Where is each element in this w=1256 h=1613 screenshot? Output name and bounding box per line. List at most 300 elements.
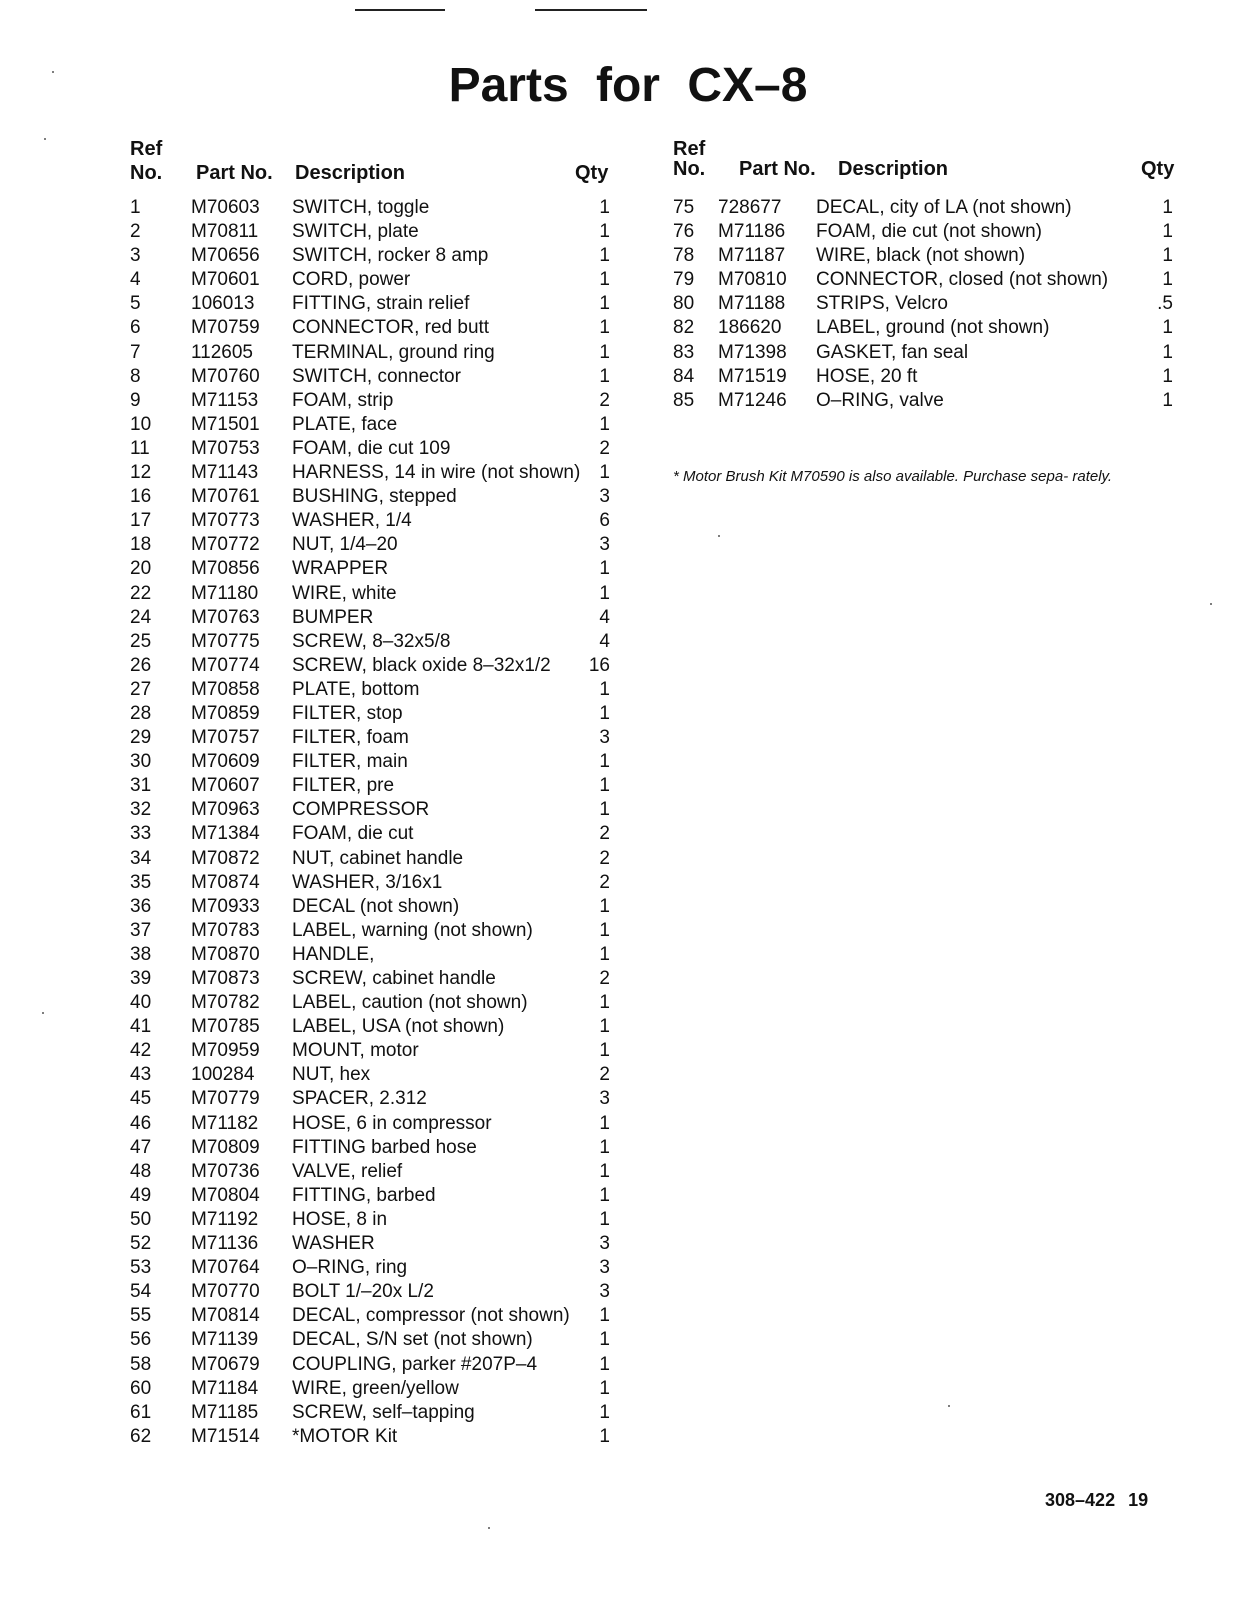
part-header: Part No. [196, 162, 273, 184]
ref-cell: 80 [673, 293, 695, 315]
description-cell: LABEL, caution (not shown) [292, 992, 528, 1014]
description-cell: STRIPS, Velcro [816, 293, 948, 315]
part-number-cell: M70774 [191, 654, 260, 676]
description-cell: DECAL, S/N set (not shown) [292, 1329, 533, 1351]
qty-cell: 4 [599, 606, 610, 628]
description-cell: PLATE, bottom [292, 678, 420, 700]
description-cell: TERMINAL, ground ring [292, 341, 495, 363]
part-number-cell: M71184 [191, 1377, 259, 1399]
qty-cell: 1 [1162, 317, 1173, 339]
description-cell: WASHER [292, 1233, 375, 1255]
qty-header: Qty [575, 162, 609, 184]
description-cell: WIRE, white [292, 582, 397, 604]
ref-cell: 26 [130, 654, 152, 676]
desc-header: Description [838, 158, 949, 180]
qty-cell: 3 [599, 486, 610, 508]
qty-cell: 2 [599, 847, 610, 869]
table-row [130, 268, 630, 292]
description-cell: FILTER, pre [292, 775, 395, 797]
qty-cell: 1 [1162, 341, 1173, 363]
qty-cell: 3 [599, 727, 610, 749]
ref-cell: 45 [130, 1088, 152, 1110]
table-row [673, 316, 1173, 340]
table-row [130, 1208, 630, 1232]
part-number-cell: M70753 [191, 437, 260, 459]
ref-cell: 30 [130, 751, 152, 773]
description-cell: WIRE, green/yellow [292, 1377, 459, 1399]
qty-cell: 1 [1162, 197, 1173, 218]
part-number-cell: M70872 [191, 847, 260, 869]
table-row [130, 1256, 630, 1280]
table-row [130, 1015, 630, 1039]
part-number-cell: M71153 [191, 389, 259, 411]
part-number-cell: M70870 [191, 943, 260, 965]
qty-cell: 6 [599, 510, 610, 532]
qty-cell: 3 [599, 1233, 610, 1255]
part-number-cell: M70856 [191, 558, 260, 580]
table-row [130, 1304, 630, 1328]
table-row [130, 919, 630, 943]
table-row [130, 847, 630, 871]
table-row [130, 1232, 630, 1256]
part-number-cell: M70607 [191, 775, 260, 797]
scan-speck [948, 1405, 950, 1407]
part-number-cell: M70679 [191, 1353, 260, 1375]
qty-cell: 1 [599, 1016, 610, 1038]
part-number-cell: M70804 [191, 1184, 260, 1206]
table-row [130, 1328, 630, 1352]
table-row [130, 1112, 630, 1136]
part-number-cell: M71246 [718, 389, 787, 411]
part-number-cell: 106013 [191, 293, 255, 315]
description-cell: HANDLE, [292, 943, 375, 965]
ref-cell: 29 [130, 727, 152, 749]
qty-cell: 1 [599, 245, 610, 267]
table-row [673, 341, 1173, 365]
description-cell: O–RING, valve [816, 389, 944, 411]
qty-cell: 2 [599, 389, 610, 411]
description-cell: GASKET, fan seal [816, 341, 969, 363]
part-number-cell: 186620 [718, 317, 782, 339]
qty-cell: 1 [599, 992, 610, 1014]
qty-cell: 1 [599, 197, 610, 218]
description-cell: MOUNT, motor [292, 1040, 419, 1062]
qty-cell: 3 [599, 1088, 610, 1110]
description-cell: *MOTOR Kit [292, 1425, 398, 1447]
part-number-cell: M70963 [191, 799, 260, 821]
table-row [130, 437, 630, 461]
table-row [130, 871, 630, 895]
table-row [130, 316, 630, 340]
motor-brush-note: * Motor Brush Kit M70590 is also available. Purchase sepa- rately. [673, 468, 1113, 485]
ref-cell: 38 [130, 943, 152, 965]
qty-cell: 1 [599, 702, 610, 724]
table-row [130, 991, 630, 1015]
ref-cell: 85 [673, 389, 695, 411]
table-row [130, 292, 630, 316]
table-row [673, 196, 1173, 220]
qty-cell: 1 [599, 1136, 610, 1158]
qty-cell: 1 [599, 413, 610, 435]
description-cell: DECAL, city of LA (not shown) [816, 197, 1072, 218]
qty-cell: 3 [599, 1257, 610, 1279]
scan-speck [718, 535, 720, 537]
table-row [130, 1136, 630, 1160]
description-cell: CONNECTOR, red butt [292, 317, 490, 339]
table-body [673, 196, 1173, 413]
description-cell: SWITCH, rocker 8 amp [292, 245, 489, 267]
ref-cell: 17 [130, 510, 152, 532]
qty-cell: 1 [599, 1112, 610, 1134]
part-number-cell: M70810 [718, 269, 787, 291]
qty-cell: 3 [599, 534, 610, 556]
part-number-cell: M70873 [191, 968, 260, 989]
table-row [130, 196, 630, 220]
qty-cell: 1 [599, 1160, 610, 1182]
description-cell: COMPRESSOR [292, 799, 430, 821]
ref-cell: 62 [130, 1425, 152, 1447]
part-number-cell: M70959 [191, 1040, 260, 1062]
scan-speck [52, 71, 54, 73]
ref-cell: 9 [130, 389, 141, 411]
desc-header: Description [295, 162, 406, 184]
part-number-cell: M70773 [191, 510, 260, 532]
ref-cell: 60 [130, 1377, 152, 1399]
table-row [130, 1353, 630, 1377]
table-row [130, 461, 630, 485]
part-number-cell: M70809 [191, 1136, 260, 1158]
ref-cell: 61 [130, 1401, 152, 1423]
ref-cell: 50 [130, 1208, 152, 1230]
ref-cell: 39 [130, 968, 152, 989]
table-row [130, 533, 630, 557]
ref-cell: 4 [130, 269, 141, 291]
description-cell: COUPLING, parker #207P–4 [292, 1353, 538, 1375]
part-number-cell: M70814 [191, 1305, 260, 1327]
qty-cell: 1 [1162, 269, 1173, 291]
table-row [130, 1401, 630, 1425]
part-number-cell: M70757 [191, 727, 260, 749]
scan-speck [42, 1012, 44, 1014]
table-row [130, 702, 630, 726]
ref-cell: 84 [673, 365, 695, 387]
description-cell: SWITCH, plate [292, 221, 419, 243]
part-number-cell: M71519 [718, 365, 787, 387]
qty-cell: 1 [599, 943, 610, 965]
qty-cell: 1 [599, 678, 610, 700]
top-rule-right [535, 9, 647, 11]
table-row [130, 365, 630, 389]
table-row [130, 774, 630, 798]
description-cell: LABEL, USA (not shown) [292, 1016, 505, 1038]
qty-cell: 1 [599, 269, 610, 291]
ref-cell: 2 [130, 221, 141, 243]
part-number-cell: M70736 [191, 1160, 260, 1182]
qty-cell: 1 [599, 1401, 610, 1423]
description-cell: O–RING, ring [292, 1257, 408, 1279]
table-row [130, 798, 630, 822]
table-row [130, 220, 630, 244]
qty-cell: 1 [599, 1208, 610, 1230]
part-header: Part No. [739, 158, 816, 180]
part-number-cell: M70779 [191, 1088, 260, 1110]
table-row [673, 365, 1173, 389]
description-cell: CONNECTOR, closed (not shown) [816, 269, 1109, 291]
table-row [673, 389, 1173, 413]
qty-header: Qty [1141, 158, 1175, 180]
qty-cell: 1 [1162, 365, 1173, 387]
description-cell: FITTING, barbed [292, 1184, 436, 1206]
part-number-cell: 728677 [718, 197, 782, 218]
table-row [130, 726, 630, 750]
ref-cell: 37 [130, 919, 152, 941]
ref-cell: 55 [130, 1305, 152, 1327]
ref-cell: 32 [130, 799, 152, 821]
description-cell: FITTING barbed hose [292, 1136, 477, 1158]
table-row [130, 1087, 630, 1111]
ref-cell: 11 [130, 437, 150, 459]
ref-cell: 76 [673, 221, 695, 243]
page-footer: 308–422 19 [1045, 1490, 1149, 1510]
description-cell: LABEL, warning (not shown) [292, 919, 533, 941]
ref-cell: 41 [130, 1016, 152, 1038]
description-cell: WRAPPER [292, 558, 389, 580]
ref-cell: 48 [130, 1160, 152, 1182]
part-number-cell: M71398 [718, 341, 787, 363]
part-number-cell: M71192 [191, 1208, 259, 1230]
table-row [130, 413, 630, 437]
scan-speck [488, 1527, 490, 1529]
description-cell: FITTING, strain relief [292, 293, 470, 315]
part-number-cell: M71384 [191, 823, 260, 845]
part-number-cell: M71139 [191, 1329, 259, 1351]
qty-cell: 1 [599, 221, 610, 243]
ref-cell: 1 [130, 197, 141, 218]
description-cell: BUMPER [292, 606, 374, 628]
qty-cell: 1 [599, 751, 610, 773]
part-number-cell: M71182 [191, 1112, 259, 1134]
ref-cell: 78 [673, 245, 695, 267]
qty-cell: 1 [599, 317, 610, 339]
ref-cell: 16 [130, 486, 152, 508]
ref-cell: 20 [130, 558, 152, 580]
qty-cell: 1 [1162, 245, 1173, 267]
table-row [673, 244, 1173, 268]
ref-header-line1: Ref [130, 138, 163, 160]
description-cell: VALVE, relief [292, 1160, 403, 1182]
description-cell: BOLT 1/–20x L/2 [292, 1281, 434, 1303]
ref-cell: 83 [673, 341, 695, 363]
qty-cell: 1 [599, 558, 610, 580]
table-row [130, 582, 630, 606]
ref-cell: 8 [130, 365, 141, 387]
part-number-cell: M71143 [191, 462, 259, 484]
table-row [130, 1160, 630, 1184]
ref-cell: 53 [130, 1257, 152, 1279]
ref-cell: 35 [130, 871, 152, 893]
description-cell: DECAL (not shown) [292, 895, 460, 917]
qty-cell: 1 [599, 1425, 610, 1447]
description-cell: FOAM, strip [292, 389, 394, 411]
part-number-cell: M70775 [191, 630, 260, 652]
part-number-cell: M71185 [191, 1401, 259, 1423]
qty-cell: 2 [599, 1064, 610, 1086]
description-cell: LABEL, ground (not shown) [816, 317, 1050, 339]
ref-cell: 47 [130, 1136, 152, 1158]
part-number-cell: 112605 [191, 341, 253, 363]
table-row [130, 244, 630, 268]
ref-cell: 10 [130, 413, 152, 435]
ref-cell: 31 [130, 775, 152, 797]
scan-speck [1210, 603, 1212, 605]
ref-cell: 5 [130, 293, 141, 315]
qty-cell: 1 [599, 775, 610, 797]
ref-cell: 40 [130, 992, 152, 1014]
qty-cell: 1 [599, 1040, 610, 1062]
description-cell: NUT, cabinet handle [292, 847, 464, 869]
description-cell: FILTER, stop [292, 702, 403, 724]
table-row [130, 509, 630, 533]
top-rule-left [355, 9, 445, 11]
description-cell: WASHER, 1/4 [292, 510, 412, 532]
ref-cell: 75 [673, 197, 695, 218]
table-row [130, 943, 630, 967]
qty-cell: 2 [599, 437, 610, 459]
table-row [130, 1377, 630, 1401]
part-number-cell: M70785 [191, 1016, 260, 1038]
description-cell: WASHER, 3/16x1 [292, 871, 443, 893]
qty-cell: 1 [599, 341, 610, 363]
ref-cell: 6 [130, 317, 141, 339]
table-row [130, 1063, 630, 1087]
qty-cell: 16 [588, 654, 610, 676]
table-header [130, 138, 630, 190]
description-cell: HOSE, 8 in [292, 1208, 388, 1230]
table-row [130, 654, 630, 678]
ref-cell: 25 [130, 630, 152, 652]
table-row [130, 557, 630, 581]
table-row [130, 1280, 630, 1304]
description-cell: HOSE, 6 in compressor [292, 1112, 492, 1134]
description-cell: FOAM, die cut 109 [292, 437, 451, 459]
description-cell: SPACER, 2.312 [292, 1088, 427, 1110]
part-number-cell: M70811 [191, 221, 259, 243]
description-cell: SCREW, self–tapping [292, 1401, 475, 1423]
part-number-cell: M70770 [191, 1281, 260, 1303]
table-row [130, 606, 630, 630]
qty-cell: 2 [599, 968, 610, 989]
parts-table-left [130, 138, 630, 1449]
description-cell: NUT, 1/4–20 [292, 534, 398, 556]
ref-cell: 22 [130, 582, 152, 604]
table-row [130, 1425, 630, 1449]
ref-header-line1: Ref [673, 138, 706, 160]
ref-cell: 28 [130, 702, 152, 724]
table-row [673, 268, 1173, 292]
part-number-cell: M70761 [191, 486, 260, 508]
part-number-cell: M70782 [191, 992, 260, 1014]
ref-cell: 33 [130, 823, 152, 845]
ref-cell: 82 [673, 317, 695, 339]
table-row [130, 678, 630, 702]
page-title: Parts for CX–8 [448, 59, 808, 112]
description-cell: BUSHING, stepped [292, 486, 457, 508]
ref-cell: 18 [130, 534, 152, 556]
qty-cell: 1 [599, 462, 610, 484]
ref-header-line2: No. [673, 158, 706, 180]
table-row [130, 630, 630, 654]
table-row [130, 1039, 630, 1063]
ref-cell: 52 [130, 1233, 152, 1255]
description-cell: SWITCH, toggle [292, 197, 430, 218]
table-row [130, 750, 630, 774]
table-row [130, 967, 630, 991]
part-number-cell: M70656 [191, 245, 260, 267]
qty-cell: 3 [599, 1281, 610, 1303]
ref-cell: 56 [130, 1329, 152, 1351]
part-number-cell: M70759 [191, 317, 260, 339]
part-number-cell: M71501 [191, 413, 260, 435]
description-cell: SCREW, cabinet handle [292, 968, 496, 989]
part-number-cell: M70772 [191, 534, 260, 556]
qty-cell: 1 [599, 919, 610, 941]
description-cell: FILTER, main [292, 751, 408, 773]
description-cell: SCREW, black oxide 8–32x1/2 [292, 654, 551, 676]
qty-cell: 2 [599, 871, 610, 893]
qty-cell: 1 [599, 582, 610, 604]
part-number-cell: M70874 [191, 871, 260, 893]
description-cell: SWITCH, connector [292, 365, 461, 387]
description-cell: WIRE, black (not shown) [816, 245, 1026, 267]
ref-cell: 12 [130, 462, 152, 484]
ref-cell: 27 [130, 678, 152, 700]
table-row [130, 1184, 630, 1208]
table-row [673, 292, 1173, 316]
qty-cell: .5 [1157, 293, 1173, 315]
description-cell: DECAL, compressor (not shown) [292, 1305, 570, 1327]
part-number-cell: M70859 [191, 702, 260, 724]
ref-cell: 46 [130, 1112, 152, 1134]
qty-cell: 1 [599, 365, 610, 387]
ref-cell: 7 [130, 341, 141, 363]
scan-speck [44, 138, 46, 140]
description-cell: FOAM, die cut (not shown) [816, 221, 1042, 243]
part-number-cell: M70763 [191, 606, 260, 628]
description-cell: FOAM, die cut [292, 823, 414, 845]
qty-cell: 1 [599, 293, 610, 315]
table-row [130, 895, 630, 919]
description-cell: HARNESS, 14 in wire (not shown) [292, 462, 581, 484]
qty-cell: 1 [599, 1377, 610, 1399]
part-number-cell: M70609 [191, 751, 260, 773]
table-body [130, 196, 630, 1449]
table-row [130, 485, 630, 509]
part-number-cell: M70858 [191, 678, 260, 700]
table-row [673, 220, 1173, 244]
ref-cell: 43 [130, 1064, 152, 1086]
ref-cell: 54 [130, 1281, 152, 1303]
qty-cell: 4 [599, 630, 610, 652]
ref-cell: 34 [130, 847, 152, 869]
part-number-cell: M70764 [191, 1257, 260, 1279]
part-number-cell: M71136 [191, 1233, 259, 1255]
ref-cell: 49 [130, 1184, 152, 1206]
qty-cell: 1 [599, 1305, 610, 1327]
ref-cell: 42 [130, 1040, 152, 1062]
part-number-cell: M70783 [191, 919, 260, 941]
table-row [130, 389, 630, 413]
description-cell: PLATE, face [292, 413, 398, 435]
